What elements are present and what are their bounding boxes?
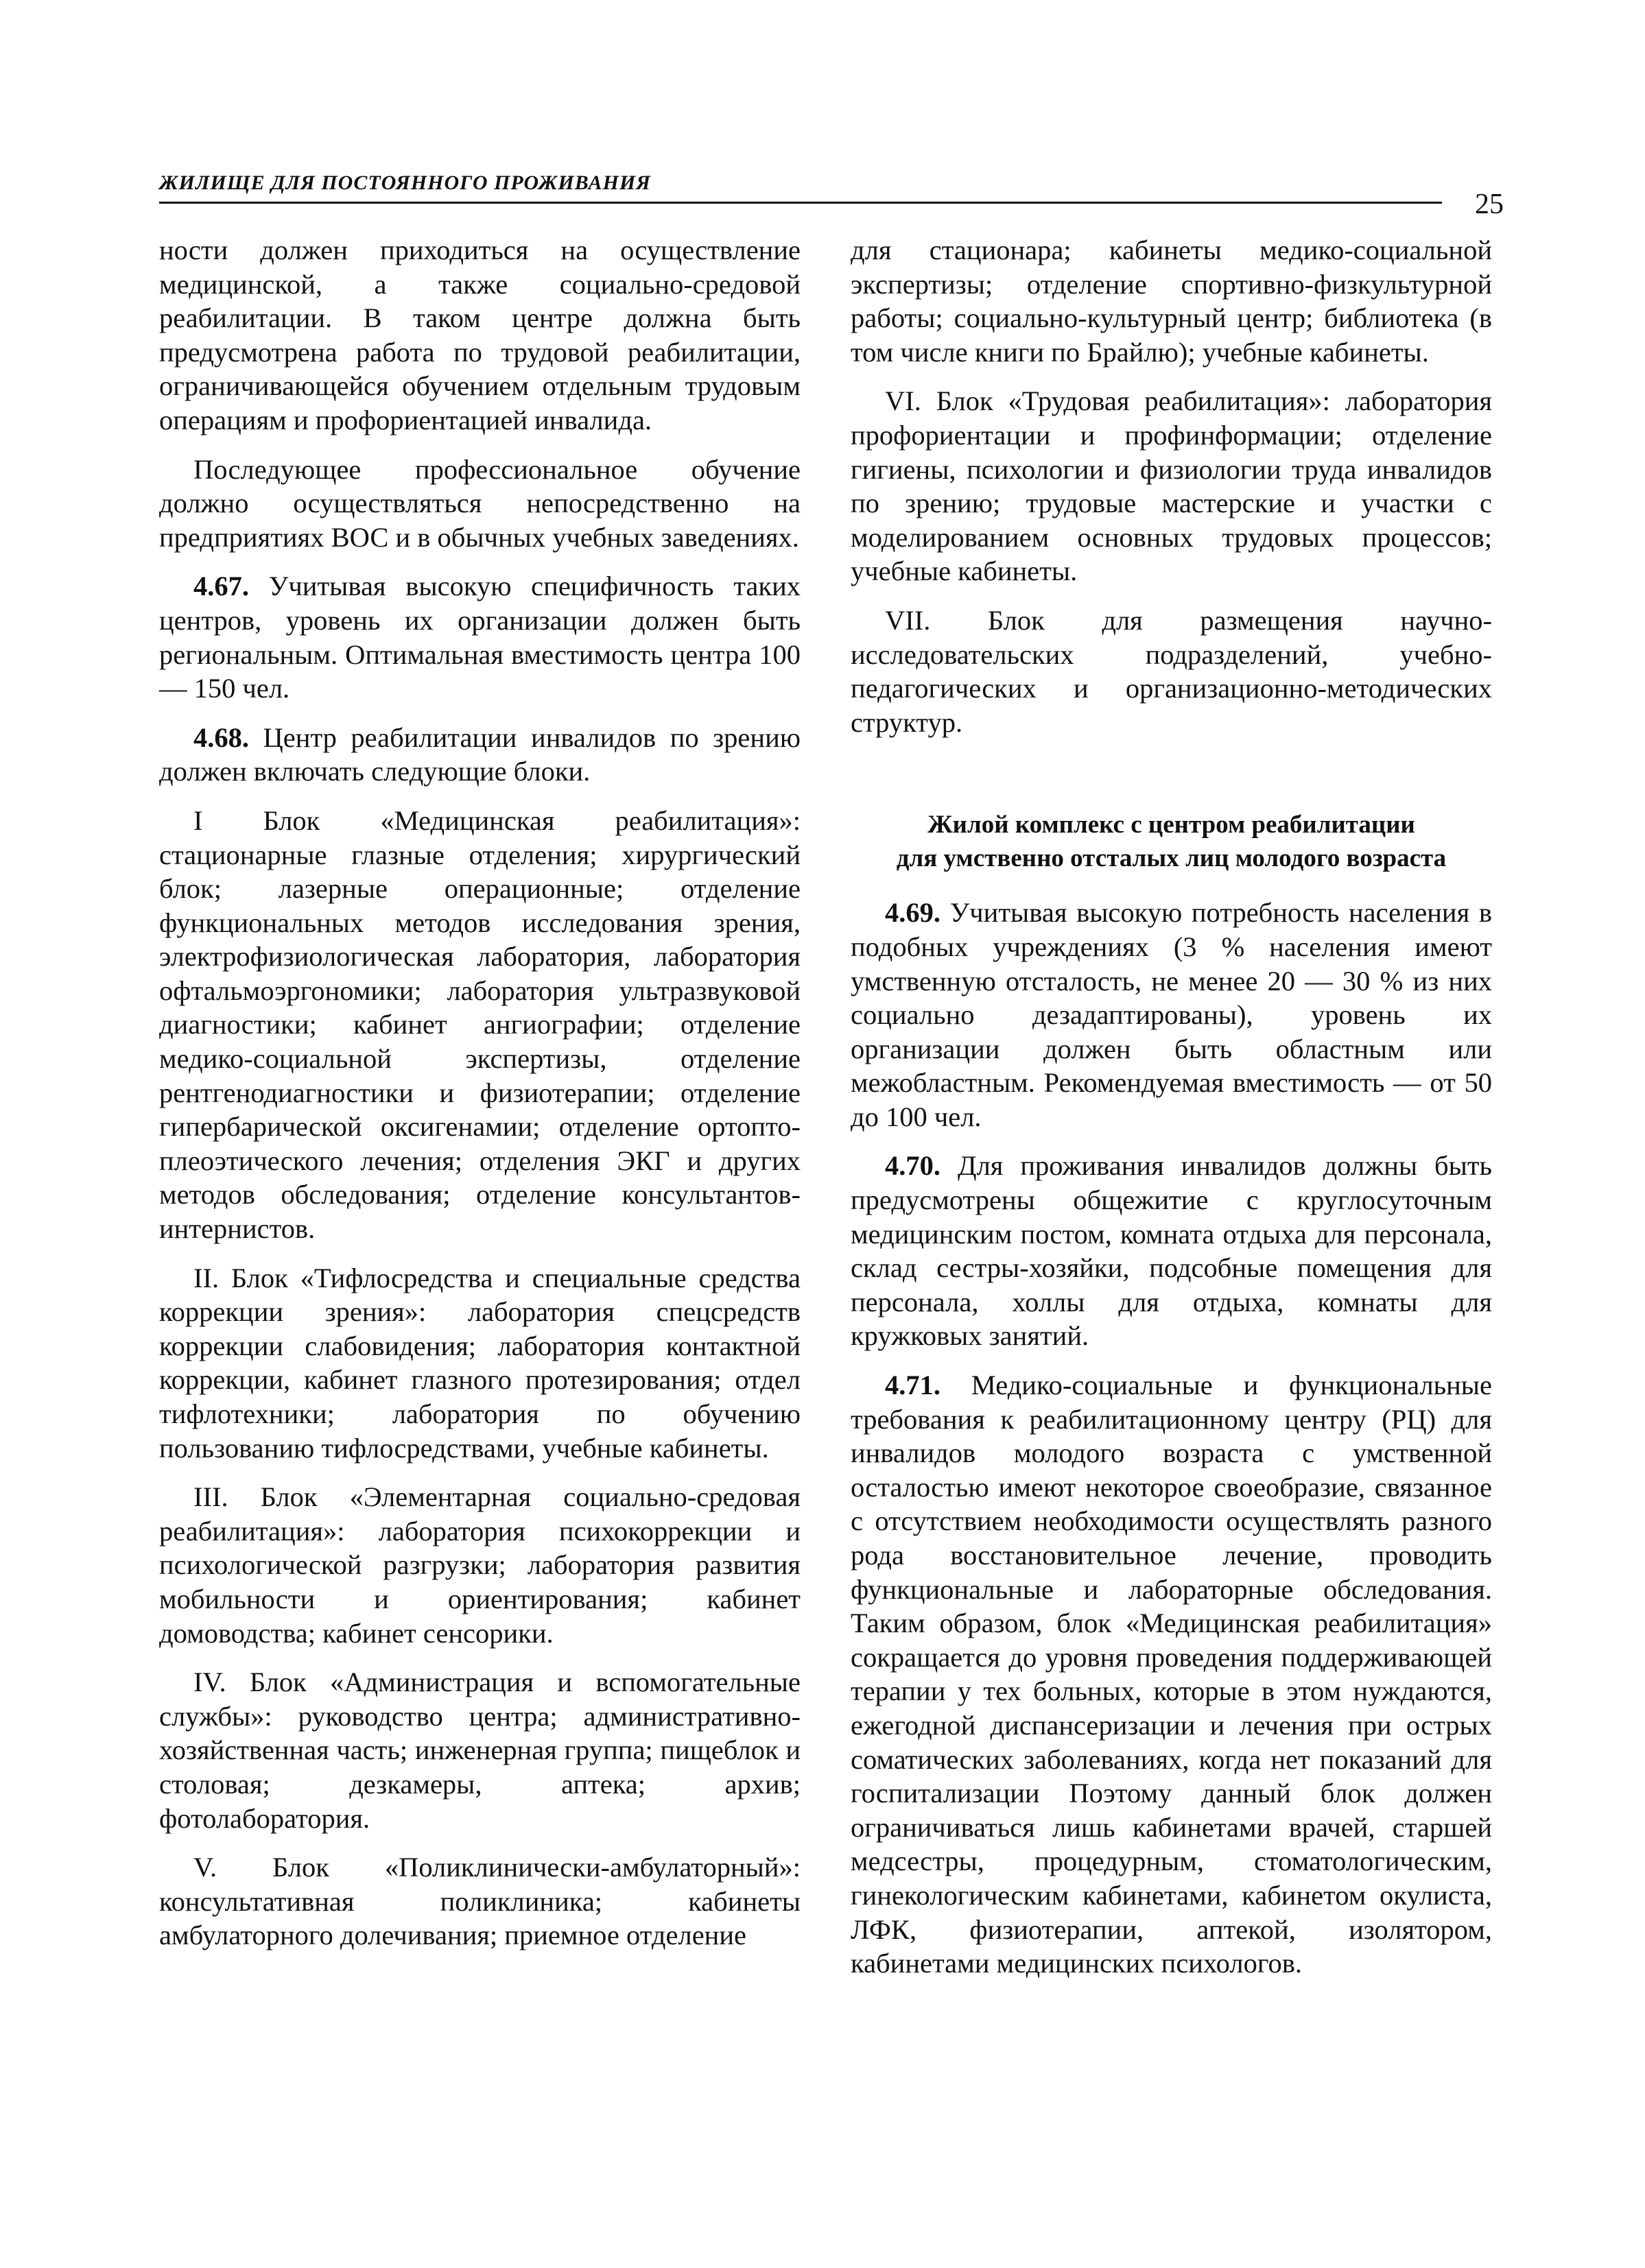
clause-text: Для проживания инвалидов должны быть предусмотрены общежитие с круглосуточным медицинским постом, комната отдыха для персонала, склад сестры-хозяйки, подсобные помещения для персонала, холлы для отдыха, комнаты для кружковых занятий. bbox=[851, 1150, 1492, 1352]
paragraph-4-69 bbox=[851, 896, 1492, 1134]
paragraph: Последующее профессиональное обучение должно осуществляться непосредственно на предприятиях ВОС и в обычных учебных заведениях. bbox=[159, 453, 801, 553]
clause-number: 4.70. bbox=[885, 1150, 940, 1182]
paragraph-block-i: I Блок «Медицинская реабилитация»: стационарные глазные отделения; хирургический блок; лазерные операционные; отделение функциональных методов исследования зрения, электрофизиологическая лаборатория, лаборатория офтальмоэргономики; лаборатория ультразвуковой диагностики; кабинет ангиографии; отделение медико-социальной экспертизы, отделение рентгенодиагностики и физиотерапии; отделение гипербарической оксигенамии; отделение ортопто-плеоэтического лечения; отделения ЭКГ и других методов обследования; отделение консультантов-интернистов. bbox=[159, 804, 801, 1245]
right-column bbox=[851, 233, 1492, 1996]
page-number: 25 bbox=[1475, 189, 1504, 220]
paragraph: ности должен приходиться на осуществление медицинской, а также социально-средовой реабилитации. В таком центре должна быть предусмотрена работа по трудовой реабилитации, ограничивающейся обучением отдельным трудовым операциям и профориентацией инвалида. bbox=[159, 235, 801, 435]
section-heading-line: Жилой комплекс с центром реабилитации bbox=[927, 811, 1415, 839]
running-title: ЖИЛИЩЕ ДЛЯ ПОСТОЯННОГО ПРОЖИВАНИЯ bbox=[159, 171, 651, 194]
clause-number: 4.67. bbox=[193, 571, 249, 602]
paragraph-4-68 bbox=[159, 721, 801, 789]
clause-number: 4.69. bbox=[885, 897, 940, 929]
paragraph-block-vii: VII. Блок для размещения научно-исследовательских подразделений, учебно-педагогических и организационно-методических структур. bbox=[851, 604, 1492, 738]
paragraph-4-70 bbox=[851, 1149, 1492, 1353]
section-heading bbox=[851, 808, 1492, 875]
paragraph-4-71 bbox=[851, 1368, 1492, 1981]
paragraph-4-67 bbox=[159, 569, 801, 705]
header-rule bbox=[159, 202, 1442, 204]
paragraph-block-iii: III. Блок «Элементарная социально-средовая реабилитация»: лаборатория психокоррекции и психологической разгрузки; лаборатория развития мобильности и ориентирования; кабинет домоводства; кабинет сенсорики. bbox=[159, 1481, 801, 1649]
paragraph-block-iv: IV. Блок «Администрация и вспомогательные службы»: руководство центра; административно-хозяйственная часть; инженерная группа; пищеблок и столовая; дезкамеры, аптека; архив; фотолаборатория. bbox=[159, 1667, 801, 1834]
clause-text: Медико-социальные и функциональные требования к реабилитационному центру (РЦ) для инвалидов молодого возраста с умственной осталостью имеют некоторое своеобразие, связанное с отсутствием необходимости осуществлять разного рода восстановительное лечение, проводить функциональные и лабораторные обследования. Таким образом, блок «Медицинская реабилитация» сокращается до уровня проведения поддерживающей терапии у тех больных, которые в этом нуждаются, ежегодной диспансеризации и лечения при острых соматических заболеваниях, когда нет показаний для госпитализации Поэтому данный блок должен ограничиваться лишь кабинетами врачей, старшей медсестры, процедурным, стоматологическим, гинекологическим кабинетами, кабинетом окулиста, ЛФК, физиотерапии, аптекой, изолятором, кабинетами медицинских психологов. bbox=[851, 1370, 1492, 1979]
paragraph-block-ii: II. Блок «Тифлосредства и специальные средства коррекции зрения»: лаборатория спецсредств коррекции слабовидения; лаборатория контактной коррекции, кабинет глазного протезирования; отдел тифлотехники; лаборатория по обучению пользованию тифлосредствами, учебные кабинеты. bbox=[159, 1262, 801, 1464]
paragraph: для стационара; кабинеты медико-социальной экспертизы; отделение спортивно-физкультурной работы; социально-культурный центр; библиотека (в том числе книги по Брайлю); учебные кабинеты. bbox=[851, 235, 1492, 368]
paragraph-block-v: V. Блок «Поликлинически-амбулаторный»: консультативная поликлиника; кабинеты амбулаторного долечивания; приемное отделение bbox=[159, 1852, 801, 1951]
section-heading-line: для умственно отсталых лиц молодого возраста bbox=[896, 844, 1447, 873]
clause-number: 4.71. bbox=[885, 1370, 940, 1401]
clause-text: Учитывая высокую потребность населения в подобных учреждениях (3 % населения имеют умственную отсталость, не менее 20 — 30 % из них социально дезадаптированы), уровень их организации должен быть областным или межобластным. Рекомендуемая вместимость — от 50 до 100 чел. bbox=[851, 897, 1492, 1132]
clause-text: Учитывая высокую специфичность таких центров, уровень их организации должен быть региональным. Оптимальная вместимость центра 100 — 150 чел. bbox=[159, 571, 801, 704]
paragraph-block-vi: VI. Блок «Трудовая реабилитация»: лаборатория профориентации и профинформации; отделение гигиены, психологии и физиологии труда инвалидов по зрению; трудовые мастерские и участки с моделированием основных трудовых процессов; учебные кабинеты. bbox=[851, 385, 1492, 587]
left-column bbox=[159, 233, 801, 1968]
clause-number: 4.68. bbox=[193, 721, 249, 753]
clause-text: Центр реабилитации инвалидов по зрению должен включать следующие блоки. bbox=[159, 721, 801, 787]
